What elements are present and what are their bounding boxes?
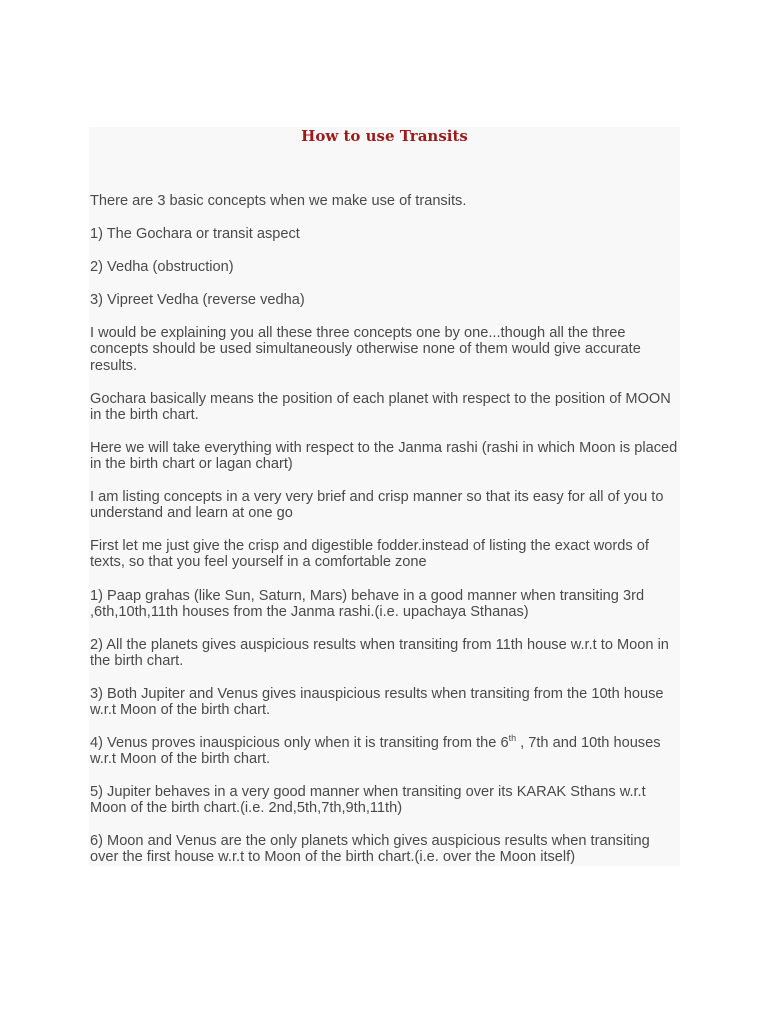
paragraph-rule-1: 1) Paap grahas (like Sun, Saturn, Mars) behave in a good manner when transiting 3rd ,6th,10th,11th houses from the Janma rashi.(i.e. upachaya Sthanas) — [90, 588, 645, 621]
paragraph-explaining: I would be explaining you all these three concepts one by one...though all the three concepts should be used simultaneously otherwise none of them would give accurate results. — [90, 325, 641, 374]
paragraph-rule-2: 2) All the planets gives auspicious results when transiting from 11th house w.r.t to Moon in the birth chart. — [90, 637, 669, 670]
rule-4-text-after: , 7th and 10th houses w.r.t Moon of the birth chart. — [90, 735, 661, 768]
paragraph-rule-4 — [90, 735, 680, 768]
paragraph-gochara: Gochara basically means the position of each planet with respect to the position of MOON in the birth chart. — [90, 391, 671, 424]
paragraph-rule-5: 5) Jupiter behaves in a very good manner when transiting over its KARAK Sthans w.r.t Moon of the birth chart.(i.e. 2nd,5th,7th,9th,11th) — [90, 784, 646, 817]
paragraph-janma-rashi: Here we will take everything with respect to the Janma rashi (rashi in which Moon is placed in the birth chart or lagan chart) — [90, 440, 678, 473]
rule-4-superscript: th — [508, 733, 517, 743]
paragraph-concept-2: 2) Vedha (obstruction) — [90, 259, 234, 275]
paragraph-rule-3: 3) Both Jupiter and Venus gives inauspicious results when transiting from the 10th house w.r.t Moon of the birth chart. — [90, 686, 664, 719]
paragraph-intro: There are 3 basic concepts when we make use of transits. — [90, 193, 467, 209]
paragraph-listing: I am listing concepts in a very very brief and crisp manner so that its easy for all of you to understand and learn at one go — [90, 489, 664, 522]
rule-4-text-before: 4) Venus proves inauspicious only when it is transiting from the 6 — [90, 735, 509, 751]
paragraph-fodder: First let me just give the crisp and digestible fodder.instead of listing the exact words of texts, so that you feel yourself in a comfortable zone — [90, 538, 649, 571]
paragraph-rule-6: 6) Moon and Venus are the only planets which gives auspicious results when transiting over the first house w.r.t to Moon of the birth chart.(i.e. over the Moon itself) — [90, 833, 650, 866]
paragraph-concept-3: 3) Vipreet Vedha (reverse vedha) — [90, 292, 305, 308]
document-title: How to use Transits — [301, 127, 468, 145]
paragraph-concept-1: 1) The Gochara or transit aspect — [90, 226, 300, 242]
document-content — [89, 127, 680, 866]
